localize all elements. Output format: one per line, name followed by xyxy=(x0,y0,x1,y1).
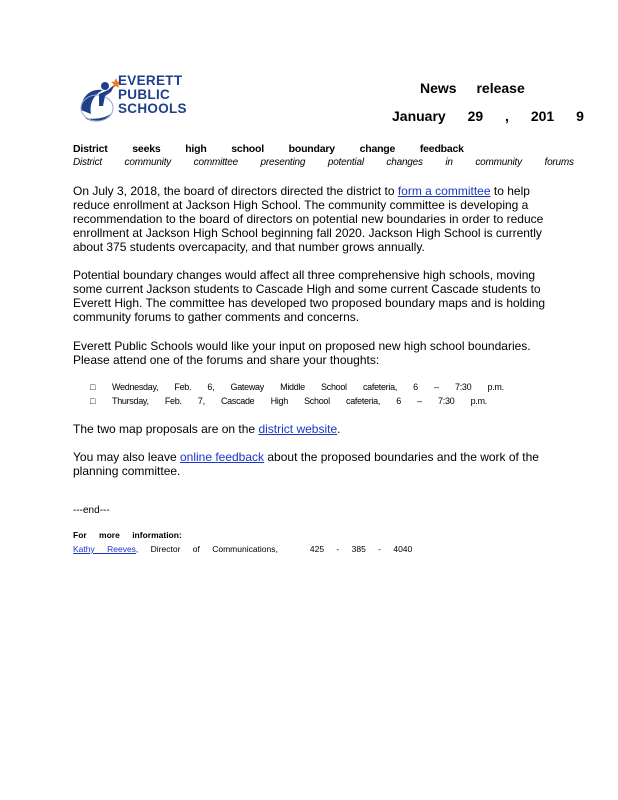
headline: District seeks high school boundary change feedback xyxy=(73,143,464,155)
p5-text-after: about the proposed boundaries and the work of the planning committee. xyxy=(73,450,539,478)
contact-phone: 425 - 385 - 4040 xyxy=(309,544,413,554)
p1-text-before: On July 3, 2018, the board of directors directed the district to xyxy=(73,184,398,198)
online-feedback-link[interactable]: online feedback xyxy=(179,450,265,464)
more-info-label: For more information: xyxy=(73,530,182,540)
end-marker: ---end--- xyxy=(73,505,110,516)
p5-text-before: You may also leave xyxy=(73,450,180,464)
checkbox-bullet-icon: □ xyxy=(90,382,96,392)
form-committee-link[interactable]: form a committee xyxy=(397,184,491,198)
school-logo xyxy=(75,72,210,128)
checkbox-bullet-icon: □ xyxy=(90,396,96,406)
contact-name-link[interactable]: Kathy Reeves xyxy=(73,544,136,554)
news-release-label: News release xyxy=(420,80,525,96)
logo-line-3: SCHOOLS xyxy=(118,101,187,116)
forum-thursday: Thursday, Feb. 7, Cascade High School cafeteria, 6 – 7:30 p.m. xyxy=(112,396,487,406)
paragraph-boundary-changes: Potential boundary changes would affect all three comprehensive high schools, moving some current Jackson students to Cascade High and some current Cascade students to Everett High. The committee has developed two proposed boundary maps and is holding community forums to gather comments and concerns. xyxy=(73,268,546,324)
paragraph-map-proposals xyxy=(73,422,553,436)
contact-line xyxy=(73,544,412,554)
forum-list xyxy=(90,380,504,408)
p4-text-before: The two map proposals are on the xyxy=(73,422,259,436)
contact-title: , Director of Communications, xyxy=(135,544,278,554)
forum-wednesday: Wednesday, Feb. 6, Gateway Middle School cafeteria, 6 – 7:30 p.m. xyxy=(112,382,504,392)
logo-line-2: PUBLIC xyxy=(118,87,171,102)
p4-text-after: . xyxy=(337,422,341,436)
district-website-link[interactable]: district website xyxy=(258,422,338,436)
paragraph-feedback xyxy=(73,450,553,478)
paragraph-input-request: Everett Public Schools would like your input on proposed new high school boundaries. Please attend one of the forums and share your thoughts: xyxy=(73,339,531,367)
p1-text-after: to help reduce enrollment at Jackson High School. The community committee is developing a recommendation to the board of directors on potential new boundaries in order to reduce enrollment at Jackson High School beginning fall 2020. Jackson High School is currently about 375 students overcapacity, and that number grows annually. xyxy=(73,184,544,254)
list-item xyxy=(90,380,504,394)
paragraph-committee xyxy=(73,184,553,254)
list-item xyxy=(90,394,504,408)
globe-person-icon xyxy=(75,72,121,128)
release-date: January 29 , 201 9 xyxy=(392,108,584,124)
logo-line-1: EVERETT xyxy=(118,73,183,88)
subheadline: District community committee presenting potential changes in community forums xyxy=(73,157,574,168)
logo-wordmark xyxy=(118,74,187,116)
